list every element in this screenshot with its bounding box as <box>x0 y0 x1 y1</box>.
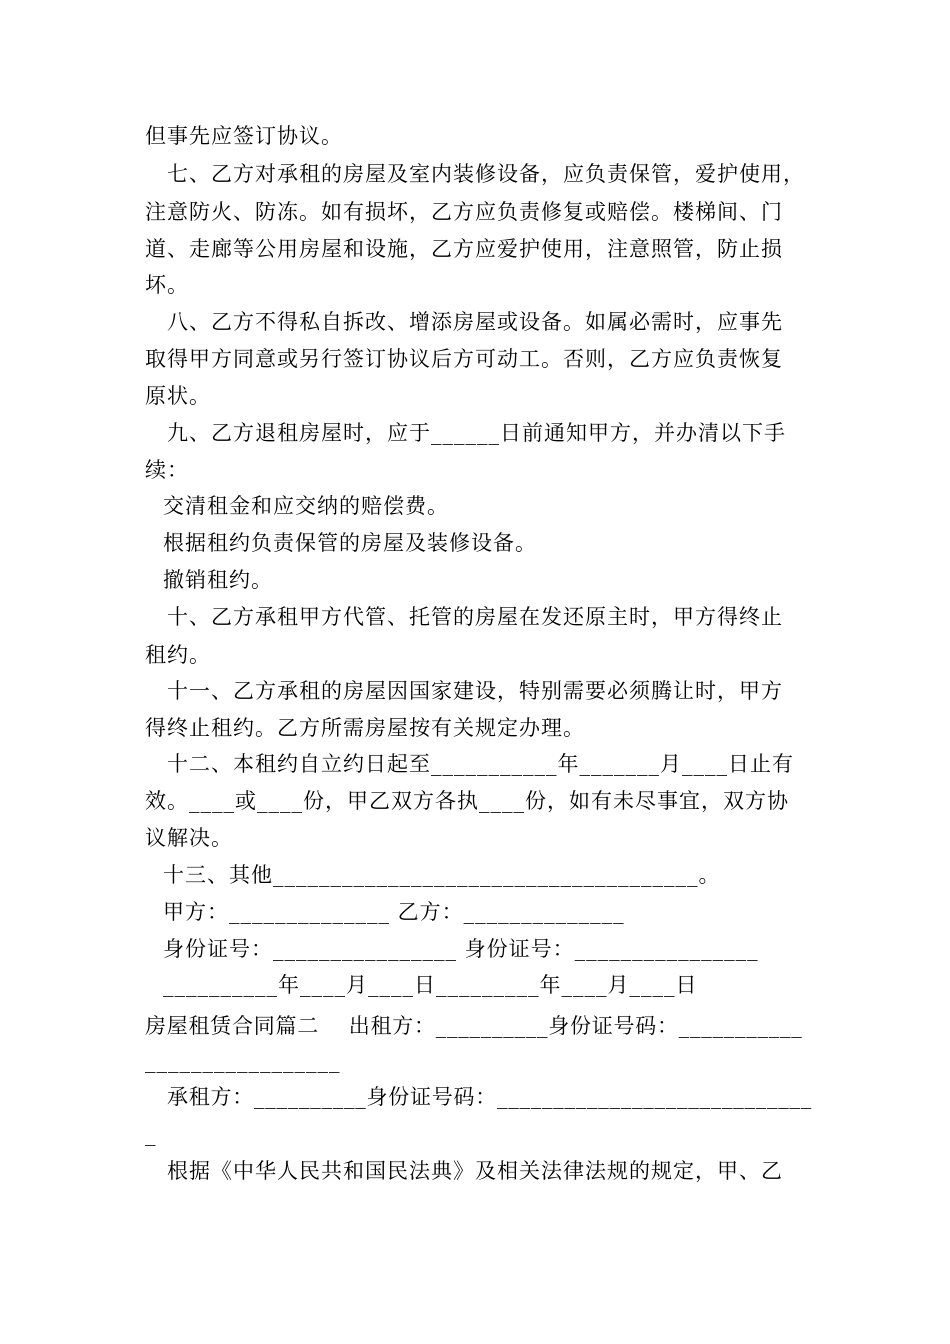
clause-7-line: 道、走廊等公用房屋和设施，乙方应爱护使用，注意照管，防止损 <box>145 237 783 261</box>
clause-12-line: 十二、本租约自立约日起至___________年_______月____日止有 <box>167 752 794 776</box>
clause-12-line: 效。____或____份，甲乙双方各执____份，如有未尽事宜，双方协 <box>145 789 789 813</box>
contract-two-preamble-line: 根据《中华人民共和国民法典》及相关法律法规的规定，甲、乙 <box>167 1159 783 1183</box>
clause-8-line: 八、乙方不得私自拆改、增添房屋或设备。如属必需时，应事先 <box>167 310 783 334</box>
clause-9-line: 九、乙方退租房屋时，应于______日前通知甲方，并办清以下手 <box>167 421 786 445</box>
paragraph-line: 但事先应签订协议。 <box>145 124 343 148</box>
clause-9-item: 根据租约负责保管的房屋及装修设备。 <box>163 531 537 555</box>
clause-11-line: 十一、乙方承租的房屋因国家建设，特别需要必须腾让时，甲方 <box>167 679 783 703</box>
clause-9-line: 续： <box>145 458 189 482</box>
contract-two-line: _________________ <box>145 1049 341 1073</box>
contract-two-heading-line: 房屋租赁合同篇二 出租方：__________身份证号码：___________ <box>145 1014 803 1038</box>
signature-date-line: __________年____月____日_________年____月____日 <box>163 973 698 997</box>
clause-11-line: 得终止租约。乙方所需房屋按有关规定办理。 <box>145 716 585 740</box>
clause-8-line: 取得甲方同意或另行签订协议后方可动工。否则，乙方应负责恢复 <box>145 347 783 371</box>
clause-7-line: 注意防火、防冻。如有损坏，乙方应负责修复或赔偿。楼梯间、门 <box>145 200 783 224</box>
clause-9-item: 交清租金和应交纳的赔偿费。 <box>163 494 449 518</box>
tenant-line: _ <box>145 1122 157 1146</box>
signature-id-line: 身份证号：________________ 身份证号：________________ <box>163 937 759 961</box>
clause-12-line: 议解决。 <box>145 826 233 850</box>
clause-13-line: 十三、其他_____________________________________。 <box>163 863 721 887</box>
clause-7-line: 坏。 <box>145 273 189 297</box>
clause-10-line: 租约。 <box>145 643 211 667</box>
tenant-line: 承租方：__________身份证号码：____________________________ <box>167 1085 812 1109</box>
clause-7-line: 七、乙方对承租的房屋及室内装修设备，应负责保管，爱护使用， <box>167 162 805 186</box>
clause-10-line: 十、乙方承租甲方代管、托管的房屋在发还原主时，甲方得终止 <box>167 605 783 629</box>
clause-9-item: 撤销租约。 <box>163 568 273 592</box>
clause-8-line: 原状。 <box>145 384 211 408</box>
signature-party-line: 甲方：______________ 乙方：______________ <box>163 900 625 924</box>
